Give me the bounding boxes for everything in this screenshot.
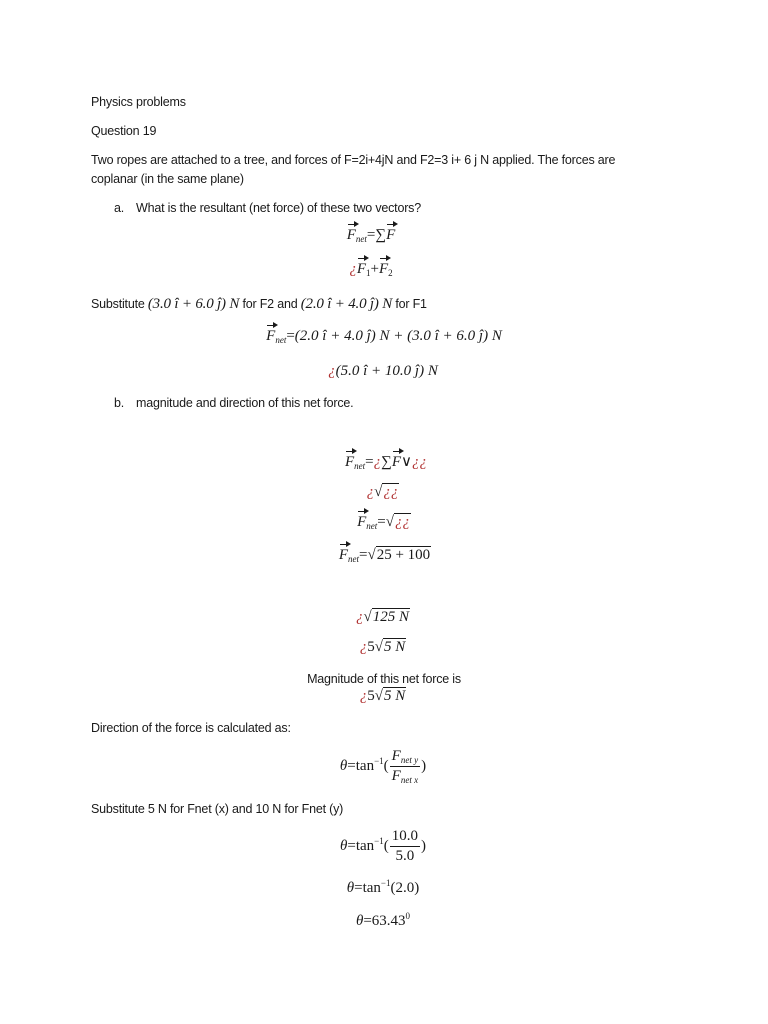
- magnitude-value: ¿5√5 N: [359, 688, 406, 704]
- equation-fnet-sqrt-values: $F_{net}=√25 + 100$: [338, 547, 431, 564]
- equation-net-force-result: ¿(5.0 î + 10.0 ĵ) N: [328, 363, 438, 379]
- vector-f2-value: (3.0 î + 6.0 ĵ) N: [147, 296, 240, 312]
- direction-label: Direction of the force is calculated as:: [91, 721, 291, 735]
- equation-f1-plus-f2: ¿$F_1+F_2$: [349, 261, 393, 278]
- equation-5-root-5: ¿5√5 N: [359, 639, 406, 655]
- vector-f1-value: (2.0 î + 4.0 ĵ) N: [300, 296, 393, 312]
- equation-net-force-sum: $F_{net}=\sum F$: [346, 227, 396, 244]
- problem-statement-line-2: coplanar (in the same plane): [91, 172, 244, 186]
- equation-direction-formula: $\theta=\tan^{-1}$( $\frac{F_{net y}}{F_{net x}}$ ): [339, 748, 427, 785]
- part-a-text: What is the resultant (net force) of these two vectors?: [136, 201, 421, 215]
- substitution-part-b: Substitute 5 N for Fnet (x) and 10 N for Fnet (y): [91, 802, 344, 816]
- part-a-letter: a.: [114, 201, 125, 215]
- substitution-part-a: Substitute (3.0 î + 6.0 ĵ) N for F2 and (2.0 î + 4.0 ĵ) N for F1: [91, 296, 427, 312]
- equation-net-force-substituted: $F_{net}=(2.0$ î + 4.0 ĵ) N + (3.0 î + 6.0 ĵ) N: [266, 328, 502, 345]
- equation-direction-result: $\theta=63.43^0$: [355, 911, 411, 929]
- equation-direction-substituted: $\theta=\tan^{-1}$( $\frac{10.0}{5.0}$ ): [340, 828, 426, 864]
- magnitude-label: Magnitude of this net force is: [307, 672, 461, 686]
- equation-direction-ratio: $\theta=\tan^{-1}(2.0)$: [346, 878, 420, 896]
- part-b-text: magnitude and direction of this net force.: [136, 396, 354, 410]
- equation-magnitude-root: ¿√¿¿: [366, 484, 399, 500]
- equation-sqrt-125: ¿√125 N: [356, 609, 409, 625]
- question-number: Question 19: [91, 124, 157, 138]
- equation-fnet-root: $F_{net}=√¿¿$: [357, 514, 410, 531]
- document-heading: Physics problems: [91, 95, 186, 109]
- problem-statement-line-1: Two ropes are attached to a tree, and forces of F=2i+4jN and F2=3 i+ 6 j N applied. The forces are: [91, 153, 616, 167]
- part-b-letter: b.: [114, 396, 125, 410]
- equation-magnitude-definition: $F_{net}=¿\sum F\vee¿¿$: [345, 454, 427, 471]
